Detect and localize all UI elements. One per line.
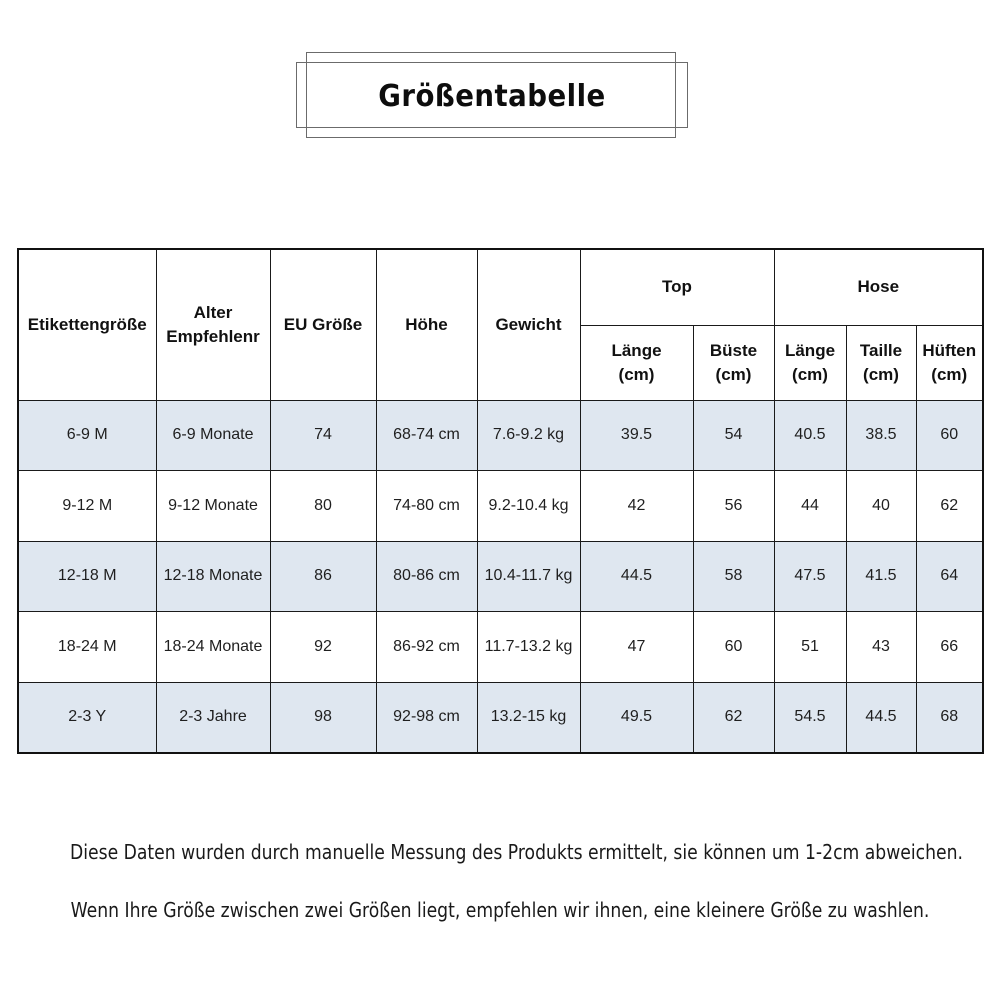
table-row — [18, 471, 983, 542]
cell-eu-size: 92 — [270, 612, 376, 683]
cell-pants-length: 47.5 — [774, 541, 846, 612]
header-eu-size-text: EU Größe — [283, 314, 363, 334]
cell-label-size: 9-12 M — [18, 471, 156, 542]
header-eu-size — [270, 249, 376, 400]
cell-pants-length: 40.5 — [774, 400, 846, 471]
header-height — [376, 249, 477, 400]
cell-age: 2-3 Jahre — [156, 682, 270, 753]
header-top-bust-line1: Büste — [709, 340, 758, 360]
header-pants-hips-line2: (cm) — [931, 364, 968, 384]
cell-weight: 10.4-11.7 kg — [477, 541, 580, 612]
header-top-bust — [693, 325, 774, 400]
table-row — [18, 612, 983, 683]
cell-pants-waist: 38.5 — [846, 400, 916, 471]
header-pants-hips — [916, 325, 983, 400]
table-header-row-1 — [18, 249, 983, 325]
cell-label-size: 6-9 M — [18, 400, 156, 471]
cell-pants-length: 44 — [774, 471, 846, 542]
header-pants-waist-line1: Taille — [859, 340, 903, 360]
cell-pants-hips: 68 — [916, 682, 983, 753]
cell-top-length: 39.5 — [580, 400, 693, 471]
cell-top-bust: 62 — [693, 682, 774, 753]
header-age-line2: Empfehlenr — [166, 326, 260, 346]
header-height-text: Höhe — [405, 314, 448, 334]
cell-pants-waist: 41.5 — [846, 541, 916, 612]
cell-age: 9-12 Monate — [156, 471, 270, 542]
page-title: Größentabelle — [378, 78, 606, 114]
size-table — [17, 248, 984, 754]
cell-label-size: 12-18 M — [18, 541, 156, 612]
title-frame — [296, 52, 688, 140]
header-weight — [477, 249, 580, 400]
header-pants-length — [774, 325, 846, 400]
cell-age: 12-18 Monate — [156, 541, 270, 612]
cell-top-bust: 56 — [693, 471, 774, 542]
cell-label-size: 2-3 Y — [18, 682, 156, 753]
header-pants-waist — [846, 325, 916, 400]
header-label-size — [18, 249, 156, 400]
header-top-length-line1: Länge — [611, 340, 662, 360]
cell-pants-waist: 44.5 — [846, 682, 916, 753]
cell-weight: 9.2-10.4 kg — [477, 471, 580, 542]
cell-pants-length: 54.5 — [774, 682, 846, 753]
cell-pants-hips: 64 — [916, 541, 983, 612]
header-weight-text: Gewicht — [495, 314, 562, 334]
header-top-length — [580, 325, 693, 400]
cell-eu-size: 74 — [270, 400, 376, 471]
cell-eu-size: 80 — [270, 471, 376, 542]
cell-pants-length: 51 — [774, 612, 846, 683]
cell-pants-hips: 66 — [916, 612, 983, 683]
header-pants-hips-line1: Hüften — [922, 340, 977, 360]
cell-top-length: 44.5 — [580, 541, 693, 612]
cell-pants-waist: 43 — [846, 612, 916, 683]
cell-top-length: 42 — [580, 471, 693, 542]
header-age — [156, 249, 270, 400]
cell-height: 86-92 cm — [376, 612, 477, 683]
cell-weight: 11.7-13.2 kg — [477, 612, 580, 683]
cell-eu-size: 86 — [270, 541, 376, 612]
cell-top-bust: 58 — [693, 541, 774, 612]
header-pants-length-line1: Länge — [784, 340, 836, 360]
cell-top-bust: 54 — [693, 400, 774, 471]
header-label-size-text: Etikettengröße — [27, 314, 147, 334]
cell-height: 68-74 cm — [376, 400, 477, 471]
cell-height: 92-98 cm — [376, 682, 477, 753]
header-age-line1: Alter — [193, 302, 233, 322]
table-body — [18, 400, 983, 753]
table-row — [18, 682, 983, 753]
header-pants-group — [774, 249, 983, 325]
header-top-group-text: Top — [662, 277, 692, 297]
cell-weight: 13.2-15 kg — [477, 682, 580, 753]
cell-height: 74-80 cm — [376, 471, 477, 542]
header-top-bust-line2: (cm) — [715, 364, 752, 384]
cell-pants-hips: 62 — [916, 471, 983, 542]
cell-pants-waist: 40 — [846, 471, 916, 542]
cell-label-size: 18-24 M — [18, 612, 156, 683]
header-pants-length-line2: (cm) — [792, 364, 828, 384]
header-top-group — [580, 249, 774, 325]
cell-top-length: 47 — [580, 612, 693, 683]
cell-height: 80-86 cm — [376, 541, 477, 612]
header-top-length-line2: (cm) — [618, 364, 655, 384]
note-size-advice: Wenn Ihre Größe zwischen zwei Größen liegt, empfehlen wir ihnen, eine kleinere Größe zu washlen. — [70, 898, 930, 922]
table-row — [18, 541, 983, 612]
header-pants-group-text: Hose — [857, 277, 900, 297]
cell-top-bust: 60 — [693, 612, 774, 683]
note-measurement: Diese Daten wurden durch manuelle Messung des Produkts ermittelt, sie können um 1-2cm abweichen. — [70, 840, 963, 864]
table-row — [18, 400, 983, 471]
cell-top-length: 49.5 — [580, 682, 693, 753]
cell-age: 18-24 Monate — [156, 612, 270, 683]
cell-weight: 7.6-9.2 kg — [477, 400, 580, 471]
cell-age: 6-9 Monate — [156, 400, 270, 471]
header-pants-waist-line2: (cm) — [863, 364, 899, 384]
cell-pants-hips: 60 — [916, 400, 983, 471]
cell-eu-size: 98 — [270, 682, 376, 753]
